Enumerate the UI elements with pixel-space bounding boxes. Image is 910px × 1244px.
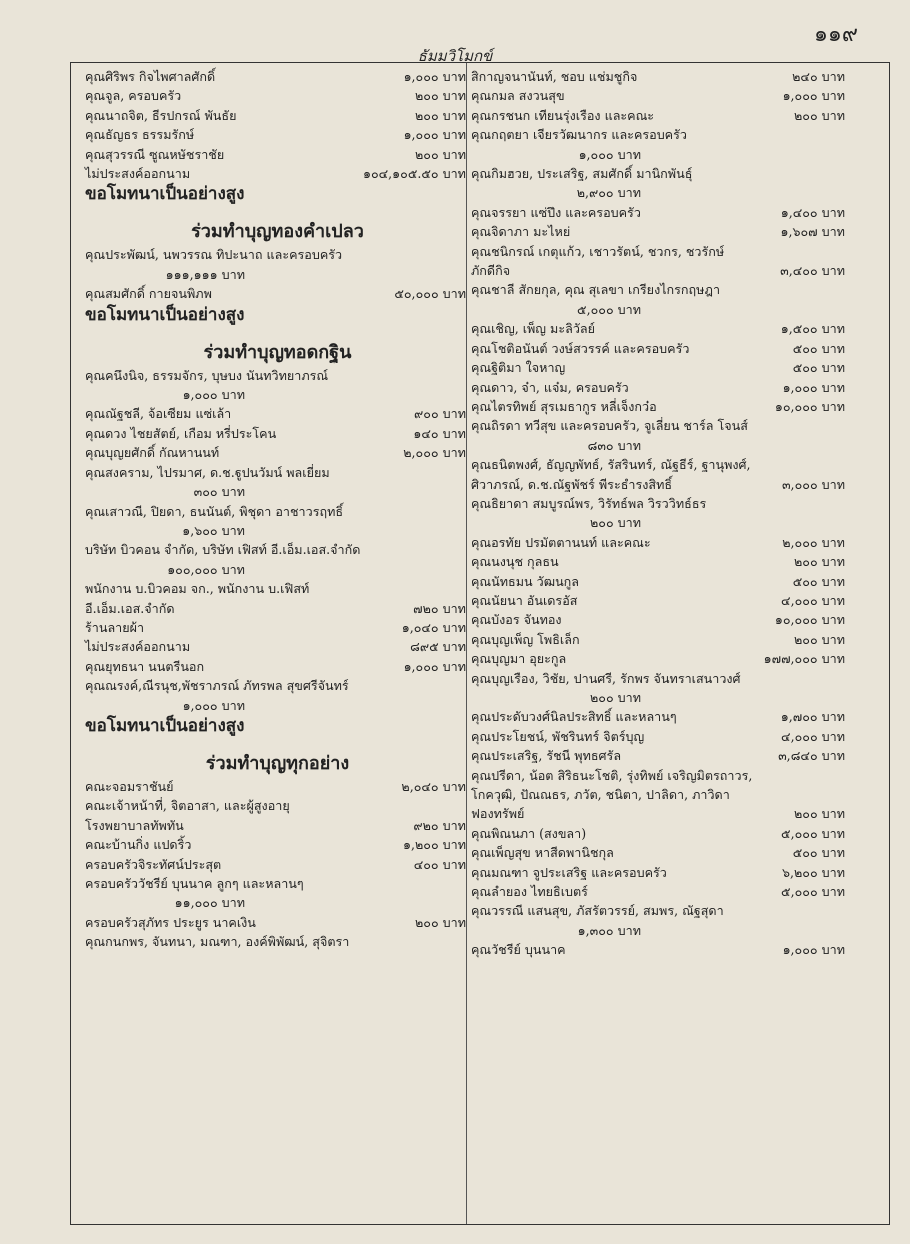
donor-name: ศิวาภรณ์, ด.ช.ณัฐพัชร์ พีระธำรงสิทธิ์ bbox=[471, 476, 673, 492]
donation-amount: ๕๐๐ บาท bbox=[792, 340, 845, 356]
donor-entry bbox=[471, 494, 851, 533]
donor-entry bbox=[85, 86, 470, 105]
donor-entry bbox=[471, 572, 851, 591]
donation-amount: ๕๐๐ บาท bbox=[792, 573, 845, 589]
donor-name: คุณประดับวงศ์นิลประสิทธิ์ และหลานๆ bbox=[471, 709, 677, 725]
donor-name: คุณกนกพร, จันทนา, มณฑา, องค์พิพัฒน์, สุจิตรา bbox=[85, 934, 350, 950]
donor-entry bbox=[85, 777, 470, 796]
donor-entry bbox=[85, 67, 470, 86]
donor-entry bbox=[471, 358, 851, 377]
donor-name: คณะเจ้าหน้าที่, จิตอาสา, และผู้สูงอายุ bbox=[85, 798, 290, 814]
donation-amount: ๑,๐๐๐ บาท bbox=[403, 127, 466, 143]
donation-amount: ๕๐๐ บาท bbox=[792, 845, 845, 861]
donor-name: สิกาญจนานันท์, ชอบ แช่มชูกิจ bbox=[471, 69, 638, 84]
donor-entry bbox=[471, 610, 851, 629]
donation-amount: ๘๙๕ บาท bbox=[410, 639, 466, 655]
donation-amount: ๑,๐๐๐ บาท bbox=[782, 942, 845, 958]
donor-name: คุณมณฑา จูประเสริฐ และครอบครัว bbox=[471, 864, 667, 880]
donation-amount: ๑๑,๐๐๐ บาท bbox=[174, 895, 245, 911]
donor-entry bbox=[471, 416, 851, 455]
donation-amount: ๑,๐๐๐ บาท bbox=[182, 697, 245, 713]
donation-amount: ๒๐๐ บาท bbox=[793, 631, 845, 647]
donor-name: คุณศิริพร กิจไพศาลศักดิ์ bbox=[85, 69, 216, 84]
donor-name: คุณสมศักดิ์ กายจนพิภพ bbox=[85, 286, 212, 302]
donor-entry bbox=[471, 222, 851, 241]
donor-name: คุณยุทธนา นนตรีนอก bbox=[85, 658, 205, 674]
section-heading: ร่วมทำบุญทองคำเปลว bbox=[191, 221, 364, 243]
donor-entry bbox=[471, 242, 851, 261]
donation-amount: ๒๐๐ บาท bbox=[793, 554, 845, 570]
donor-entry bbox=[471, 106, 851, 125]
donation-amount: ๒๐๐ บาท bbox=[414, 88, 466, 104]
donor-entry bbox=[85, 579, 470, 598]
donation-amount: ๑๐๔,๑๐๕.๕๐ บาท bbox=[362, 166, 466, 182]
donor-entry bbox=[471, 164, 851, 203]
section-heading: ร่วมทำบุญทุกอย่าง bbox=[205, 752, 350, 774]
donor-name: คุณดวง ไชยสัตย์, เกือม หรี่ประโคน bbox=[85, 425, 277, 441]
donation-amount: ๒,๙๐๐ บาท bbox=[576, 185, 641, 201]
donor-entry bbox=[471, 280, 851, 319]
donor-entry bbox=[85, 796, 470, 815]
donation-amount: ๓,๔๐๐ บาท bbox=[780, 263, 845, 279]
donation-amount: ๒,๐๐๐ บาท bbox=[403, 445, 466, 461]
donor-name: ภักดีกิจ bbox=[471, 263, 511, 279]
donor-name: คุณประเสริฐ, รัชนี พุทธศรัล bbox=[471, 748, 622, 764]
donor-entry bbox=[471, 397, 851, 416]
donation-amount: ๑,๐๔๐ บาท bbox=[401, 619, 466, 635]
donor-entry bbox=[471, 86, 851, 105]
donor-name: คุณประโยชน์, พัชรินทร์ จิตร์บุญ bbox=[471, 728, 645, 744]
page-number: ๑๑๙ bbox=[813, 22, 858, 47]
donor-name: คุณชนิกรณ์ เกตุแก้ว, เชาวรัตน์, ชวกร, ชวรักษ์ bbox=[471, 243, 725, 259]
donation-amount: ๒๐๐ บาท bbox=[414, 914, 466, 930]
donor-list-frame bbox=[70, 62, 890, 1225]
donor-name: คุณกฤตยา เจียรวัฒนากร และครอบครัว bbox=[471, 127, 687, 143]
donor-entry bbox=[85, 637, 470, 656]
donor-name: ไม่ประสงค์ออกนาม bbox=[85, 639, 191, 655]
donor-name: คุณนัทธมน วัฒนกูล bbox=[471, 573, 580, 589]
donor-name: ร้านลายผ้า bbox=[85, 619, 145, 635]
donation-amount: ๕๐,๐๐๐ บาท bbox=[394, 286, 466, 302]
donation-amount: ๑,๐๐๐ บาท bbox=[782, 88, 845, 104]
donor-name: คุณฐิติมา ใจหาญ bbox=[471, 360, 566, 376]
donor-name: คุณกรชนก เทียนรุ่งเรือง และคณะ bbox=[471, 107, 655, 123]
donor-name: คุณบุญเพ็ญ โพธิเล็ก bbox=[471, 631, 580, 647]
donor-entry bbox=[471, 455, 851, 474]
donation-amount: ๔,๐๐๐ บาท bbox=[781, 592, 845, 608]
donor-name: คุณณัฐชลี, จ้อเซียม แซ่เล้า bbox=[85, 406, 232, 422]
donor-name: คุณคนึงนิจ, ธรรมจักร, บุษบง นันทวิทยาภรณ์ bbox=[85, 367, 329, 383]
donor-name: คุณปรีดา, น้อต สิริธนะโชติ, รุ่งทิพย์ เจริญมิตรถาวร, bbox=[471, 767, 753, 783]
donation-amount: ๙๒๐ บาท bbox=[413, 817, 466, 833]
donor-entry bbox=[85, 657, 470, 676]
donation-amount: ๑,๖๐๗ บาท bbox=[780, 224, 845, 240]
donor-name: คุณชาลี สักยกุล, คุณ สุเลขา เกรียงไกรกฤษฎา bbox=[471, 282, 721, 298]
donor-entry bbox=[85, 404, 470, 423]
donor-entry bbox=[471, 261, 851, 280]
donor-name: คุณธัญธร ธรรมรักษ์ bbox=[85, 127, 195, 143]
donor-entry bbox=[471, 785, 851, 804]
donor-name: คุณจรรยา แซ่ปึง และครอบครัว bbox=[471, 204, 641, 220]
donor-name: คุณไตรทิพย์ สุรเมธากูร หลี่เจ็งกว๋อ bbox=[471, 398, 657, 414]
donation-amount: ๑๐๐,๐๐๐ บาท bbox=[167, 561, 245, 577]
donor-name: คุณบุญเรือง, วิชัย, ปานศรี, รักพร จันทราเสนาวงศ์ bbox=[471, 670, 741, 686]
donor-name: ครอบครัวจิระทัศน์ประสุต bbox=[85, 856, 222, 872]
donor-entry bbox=[471, 339, 851, 358]
donor-name: คณะบ้านกิ่ง แปดริ้ว bbox=[85, 837, 192, 853]
donor-name: คุณจิดาภา มะไหย่ bbox=[471, 224, 571, 240]
donor-name: คุณกิมฮวย, ประเสริฐ, สมศักดิ์ มานิกพันธุ์ bbox=[471, 166, 693, 182]
donation-amount: ๒๐๐ บาท bbox=[793, 107, 845, 123]
donor-entry bbox=[85, 125, 470, 144]
donation-amount: ๒๐๐ บาท bbox=[414, 107, 466, 123]
donation-amount: ๓,๐๐๐ บาท bbox=[781, 476, 845, 492]
donor-entry bbox=[85, 599, 470, 618]
donor-entry bbox=[471, 649, 851, 668]
donor-entry bbox=[85, 245, 470, 284]
thanks-line: ขอโมทนาเป็นอย่างสูง bbox=[85, 184, 245, 205]
donor-name: โกควุฒิ, ปัณณธร, ภวัต, ชนิตา, ปาลิดา, ภาวิดา bbox=[471, 787, 730, 803]
donation-amount: ๕,๐๐๐ บาท bbox=[781, 825, 845, 841]
donation-amount: ๕,๐๐๐ บาท bbox=[577, 301, 641, 317]
donor-entry bbox=[471, 746, 851, 765]
donation-amount: ๕,๐๐๐ บาท bbox=[781, 884, 845, 900]
donation-amount: ๑๗๗,๐๐๐ บาท bbox=[763, 651, 845, 667]
donation-amount: ๗๒๐ บาท bbox=[413, 600, 466, 616]
donor-entry bbox=[471, 882, 851, 901]
donation-amount: ๑,๒๐๐ บาท bbox=[402, 837, 466, 853]
donor-entry bbox=[85, 164, 470, 183]
donor-entry bbox=[471, 863, 851, 882]
donation-amount: ๙๐๐ บาท bbox=[414, 406, 466, 422]
donor-entry bbox=[85, 816, 470, 835]
donor-entry bbox=[471, 824, 851, 843]
donation-amount: ๒๔๐ บาท bbox=[792, 69, 845, 84]
donation-amount: ๑๐,๐๐๐ บาท bbox=[774, 398, 845, 414]
donor-entry bbox=[85, 106, 470, 125]
donor-entry bbox=[85, 874, 470, 913]
donation-amount: ๑,๐๐๐ บาท bbox=[782, 379, 845, 395]
donation-amount: ๕๐๐ บาท bbox=[792, 360, 845, 376]
donor-name: คุณธิยาดา สมบูรณ์พร, วิรัทธ์พล วิรววิทธ์ธร bbox=[471, 495, 707, 511]
donor-name: บริษัท บิวคอน จำกัด, บริษัท เฟิสท์ อี.เอ็ม.เอส.จำกัด bbox=[85, 542, 361, 558]
donor-entry bbox=[85, 618, 470, 637]
donation-amount: ๑,๐๐๐ บาท bbox=[182, 387, 245, 403]
donation-amount: ๒๐๐ บาท bbox=[414, 146, 466, 162]
donor-name: คุณจูล, ครอบครัว bbox=[85, 88, 182, 104]
donor-name: คณะจอมราชันย์ bbox=[85, 778, 174, 794]
donor-name: คุณวัชรีย์ บุนนาค bbox=[471, 942, 566, 958]
donation-amount: ๑,๓๐๐ บาท bbox=[577, 922, 641, 938]
donor-name: โรงพยาบาลทัพทัน bbox=[85, 817, 184, 833]
donor-entry bbox=[85, 676, 470, 715]
donor-name: คุณพิณนภา (สงขลา) bbox=[471, 825, 587, 841]
donor-name: ครอบครัวสุภัทร ประยูร นาคเงิน bbox=[85, 914, 256, 930]
donor-entry bbox=[471, 533, 851, 552]
donor-name: คุณอรทัย ปรมัตตานนท์ และคณะ bbox=[471, 534, 651, 550]
donation-amount: ๖,๒๐๐ บาท bbox=[781, 864, 845, 880]
donor-entry bbox=[471, 630, 851, 649]
donor-entry bbox=[85, 284, 470, 303]
donor-entry bbox=[85, 424, 470, 443]
donor-name: คุณโชติอนันต์ วงษ์สวรรค์ และครอบครัว bbox=[471, 340, 690, 356]
donor-name: คุณกมล สงวนสุข bbox=[471, 88, 565, 104]
donor-name: คุณประพัฒน์, นพวรรณ ทิปะนาถ และครอบครัว bbox=[85, 247, 343, 263]
thanks-line: ขอโมทนาเป็นอย่างสูง bbox=[85, 715, 245, 736]
donor-name: ฟองทรัพย์ bbox=[471, 806, 525, 822]
donation-amount: ๑,๐๐๐ บาท bbox=[403, 69, 466, 84]
donor-entry bbox=[471, 669, 851, 708]
donation-amount: ๒๐๐ บาท bbox=[793, 806, 845, 822]
donor-name: คุณวรรณี แสนสุข, ภัสรัตวรรย์, สมพร, ณัฐสุดา bbox=[471, 903, 724, 919]
donor-entry bbox=[85, 932, 470, 951]
donation-amount: ๒,๐๐๐ บาท bbox=[782, 534, 845, 550]
donation-amount: ๓๐๐ บาท bbox=[193, 484, 245, 500]
left-column bbox=[85, 67, 470, 952]
donor-entry bbox=[471, 804, 851, 823]
donation-amount: ๒๐๐ บาท bbox=[589, 515, 641, 531]
donor-entry bbox=[471, 203, 851, 222]
donor-name: คุณนัยนา อันเดรอัส bbox=[471, 592, 578, 608]
donor-entry bbox=[85, 913, 470, 932]
donor-entry bbox=[471, 901, 851, 940]
donor-name: คุณเชิญ, เพ็ญ มะลิวัลย์ bbox=[471, 321, 595, 337]
donor-name: ครอบครัววัชรีย์ บุนนาค ลูกๆ และหลานๆ bbox=[85, 876, 304, 891]
donor-name: คุณบังอร จันทอง bbox=[471, 612, 562, 628]
donor-entry bbox=[471, 843, 851, 862]
donor-name: คุณลำยอง ไทยธิเบตร์ bbox=[471, 884, 588, 900]
donor-name: คุณดาว, จ๋า, แจ๋ม, ครอบครัว bbox=[471, 379, 629, 395]
donation-amount: ๑,๐๐๐ บาท bbox=[403, 658, 466, 674]
donor-name: พนักงาน บ.บิวคอม จก., พนักงาน บ.เฟิสท์ bbox=[85, 581, 310, 597]
donation-amount: ๒๐๐ บาท bbox=[589, 690, 641, 705]
donor-name: คุณเพ็ญสุข หาสีดพานิชกุล bbox=[471, 845, 614, 861]
donor-entry bbox=[471, 125, 851, 164]
donor-entry bbox=[471, 552, 851, 571]
donor-name: คุณบุญยศักดิ์ กัณหานนท์ bbox=[85, 445, 220, 461]
donor-name: คุณนงนุช กุลธน bbox=[471, 554, 559, 570]
donation-amount: ๓,๘๔๐ บาท bbox=[778, 748, 845, 764]
donor-entry bbox=[85, 540, 470, 579]
donor-entry bbox=[471, 591, 851, 610]
section-heading: ร่วมทำบุญทอดกฐิน bbox=[203, 341, 352, 363]
donation-amount: ๑,๔๐๐ บาท bbox=[780, 204, 845, 220]
donor-name: คุณเสาวณี, ปิยดา, ธนนันต์, พิชุดา อาชาวรฤทธิ์ bbox=[85, 503, 344, 519]
donor-entry bbox=[471, 319, 851, 338]
donor-entry bbox=[471, 67, 851, 86]
right-column bbox=[471, 67, 851, 960]
donor-entry bbox=[471, 707, 851, 726]
donation-amount: ๔,๐๐๐ บาท bbox=[781, 728, 845, 744]
donor-entry bbox=[471, 727, 851, 746]
donation-amount: ๑๔๐ บาท bbox=[413, 425, 466, 441]
donor-entry bbox=[85, 443, 470, 462]
donation-amount: ๑,๕๐๐ บาท bbox=[780, 321, 845, 337]
donation-amount: ๑,๐๐๐ บาท bbox=[578, 146, 641, 162]
donation-amount: ๔๐๐ บาท bbox=[413, 856, 466, 872]
donor-entry bbox=[471, 378, 851, 397]
donor-name: อี.เอ็ม.เอส.จำกัด bbox=[85, 600, 175, 616]
donor-entry bbox=[85, 835, 470, 854]
donor-name: คุณธนิตพงศ์, ธัญญพัทธ์, รัสรินทร์, ณัฐธีร์, ฐานุพงศ์, bbox=[471, 457, 751, 473]
donation-amount: ๑,๗๐๐ บาท bbox=[780, 709, 845, 725]
thanks-line: ขอโมทนาเป็นอย่างสูง bbox=[85, 304, 245, 325]
donor-name: คุณสงคราม, ไปรมาศ, ด.ช.ฐูปนวัมน์ พลเยี่ยม bbox=[85, 464, 330, 480]
donor-entry bbox=[85, 463, 470, 502]
donor-name: ไม่ประสงค์ออกนาม bbox=[85, 166, 191, 182]
donor-name: คุณณรงค์,ณีรนุช,พัชราภรณ์ ภัทรพล สุขศรีจันทร์ bbox=[85, 678, 349, 694]
running-header: ธัมมวิโมกข์ bbox=[417, 47, 493, 65]
donor-name: คุณบุญมา อุยะกูล bbox=[471, 651, 567, 667]
donation-amount: ๑๑๑,๑๑๑ บาท bbox=[165, 266, 245, 282]
donor-entry bbox=[471, 766, 851, 785]
donor-name: คุณสุวรรณี ซูณหษัชราชัย bbox=[85, 146, 225, 162]
donor-entry bbox=[85, 366, 470, 405]
donation-amount: ๒,๐๔๐ บาท bbox=[401, 778, 466, 794]
donation-amount: ๑๐,๐๐๐ บาท bbox=[774, 612, 845, 628]
donor-entry bbox=[85, 855, 470, 874]
donor-entry bbox=[471, 940, 851, 959]
donor-entry bbox=[85, 145, 470, 164]
donor-name: คุณนาถจิต, ธีรปกรณ์ พันธัย bbox=[85, 107, 237, 123]
donor-entry bbox=[85, 502, 470, 541]
donor-name: คุณถิรดา ทวีสุข และครอบครัว, จูเลี่ยน ชาร์ล โจนส์ bbox=[471, 418, 748, 434]
donation-amount: ๑,๖๐๐ บาท bbox=[182, 522, 245, 538]
donation-amount: ๘๓๐ บาท bbox=[587, 437, 641, 453]
donor-entry bbox=[471, 475, 851, 494]
